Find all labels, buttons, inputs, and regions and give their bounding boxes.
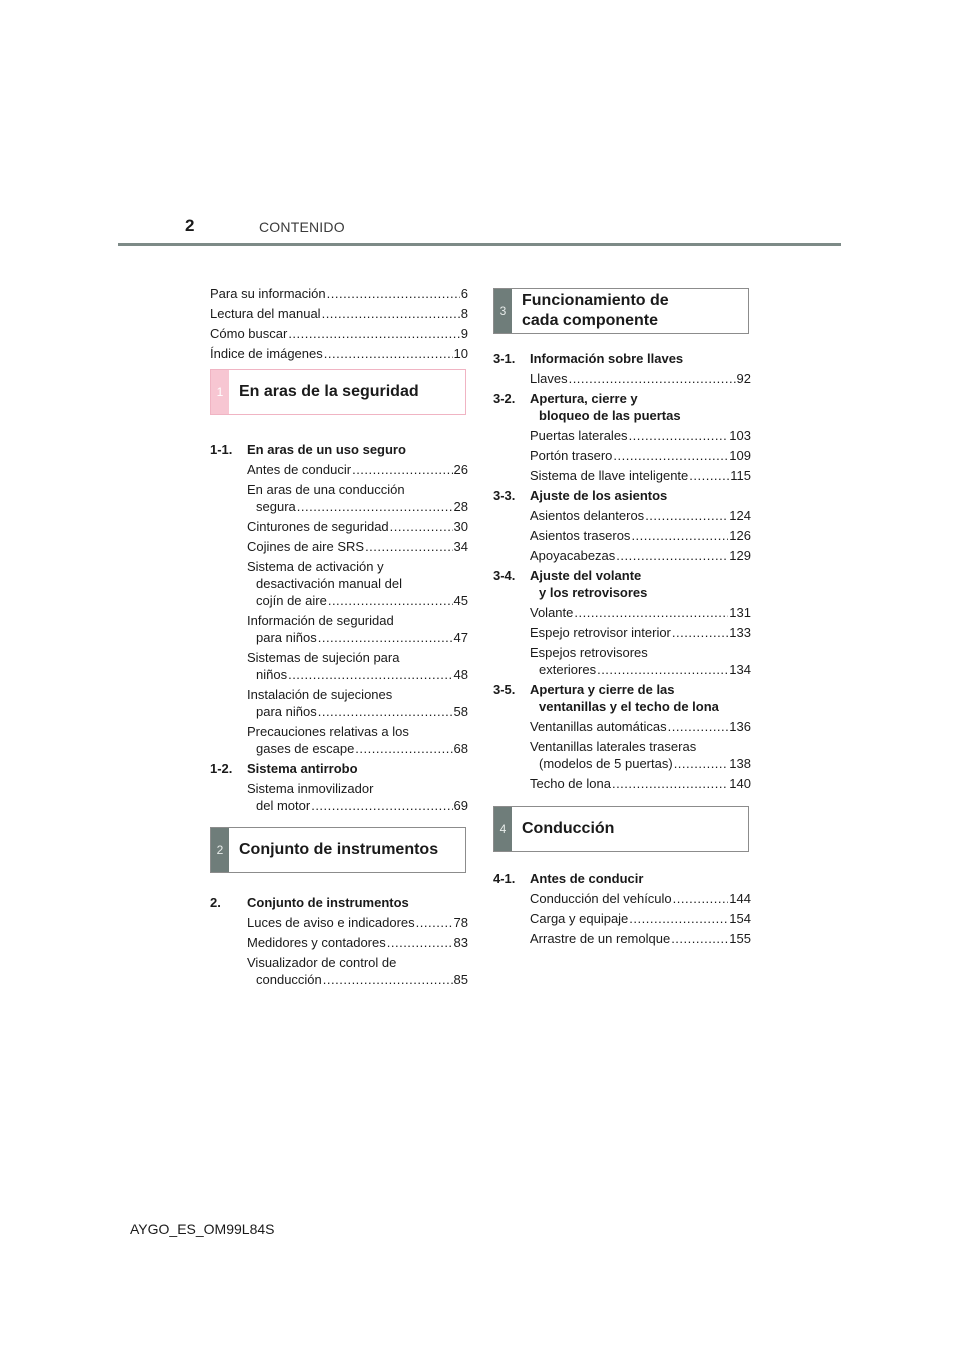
entry-page: 8 [460,306,468,321]
toc-entry[interactable]: Sistema de activación y desactivación manual del cojín de aire ..... 45 [247,558,468,609]
toc-entry[interactable]: Visualizador de control de conducción ..... 85 [247,954,468,988]
toc-entry[interactable]: Portón trasero ..... 109 [530,447,751,464]
toc-entry[interactable]: Cojines de aire SRS ..... 34 [247,538,468,555]
toc-entry[interactable]: En aras de una conducción segura ..... 28 [247,481,468,515]
toc-entry[interactable]: Carga y equipaje ..... 154 [530,910,751,927]
toc-entry[interactable]: Volante ..... 131 [530,604,751,621]
chapter-tab-3[interactable] [493,288,749,334]
toc-entry[interactable]: Apoyacabezas ..... 129 [530,547,751,564]
toc-entry[interactable]: Asientos traseros ..... 126 [530,527,751,544]
toc-left-column [210,285,468,991]
toc-entry[interactable] [210,345,468,362]
chapter-title: Conducción [522,820,615,837]
toc-entry[interactable]: Cinturones de seguridad ..... 30 [247,518,468,535]
chapter-number: 2 [211,828,229,872]
entry-text: Cómo buscar [210,326,288,341]
page-number: 2 [185,216,195,235]
header-rule [118,243,841,246]
entry-text: Para su información [210,286,326,301]
toc-entry[interactable]: Espejo retrovisor interior ..... 133 [530,624,751,641]
chapter-tab-4[interactable] [493,806,749,852]
entry-text: Índice de imágenes [210,346,323,361]
toc-entry[interactable]: Instalación de sujeciones para niños ..... 58 [247,686,468,720]
section-heading: 3-4. Ajuste del volante y los retrovisores [493,568,648,600]
toc-right-column [493,288,751,950]
chapter-tab-2[interactable] [210,827,466,873]
section-heading: 3-2. Apertura, cierre y bloqueo de las puertas [493,391,681,423]
section-heading: 3-5. Apertura y cierre de las ventanillas y el techo de lona [493,682,719,714]
toc-entry[interactable]: Sistema inmovilizador del motor ..... 69 [247,780,468,814]
toc-entry[interactable] [210,285,468,302]
toc-entry[interactable]: Puertas laterales ..... 103 [530,427,751,444]
toc-entry[interactable]: Sistema de llave inteligente ..... 115 [530,467,751,484]
document-code: AYGO_ES_OM99L84S [130,1221,275,1237]
chapter-title: Funcionamiento de cada componente [522,292,669,329]
toc-entry[interactable]: Medidores y contadores ..... 83 [247,934,468,951]
entry-page: 9 [460,326,468,341]
toc-entry[interactable]: Información de seguridad para niños ..... 47 [247,612,468,646]
toc-entry[interactable]: Sistemas de sujeción para niños ..... 48 [247,649,468,683]
entry-text: Lectura del manual [210,306,321,321]
chapter-number: 4 [494,807,512,851]
toc-entry[interactable]: Precauciones relativas a los gases de escape ..... 68 [247,723,468,757]
toc-entry[interactable]: Llaves ..... 92 [530,370,751,387]
toc-entry[interactable]: Arrastre de un remolque ..... 155 [530,930,751,947]
section-heading: 3-3. Ajuste de los asientos [493,488,668,503]
toc-entry[interactable]: Luces de aviso e indicadores ..... 78 [247,914,468,931]
chapter-number: 1 [211,370,229,414]
toc-entry[interactable]: Espejos retrovisores exteriores ..... 134 [530,644,751,678]
section-heading: 3-1. Información sobre llaves [493,351,684,366]
toc-entry[interactable]: Ventanillas laterales traseras (modelos de 5 puertas) ..... 138 [530,738,751,772]
section-heading: 4-1. Antes de conducir [493,871,644,886]
section-heading: 1-1. En aras de un uso seguro [210,442,406,457]
chapter-tab-1[interactable] [210,369,466,415]
toc-entry[interactable] [210,325,468,342]
chapter-title: En aras de la seguridad [239,383,419,400]
chapter-title: Conjunto de instrumentos [239,841,439,858]
toc-entry[interactable]: Ventanillas automáticas ..... 136 [530,718,751,735]
chapter-number: 3 [494,289,512,333]
toc-entry[interactable]: Asientos delanteros ..... 124 [530,507,751,524]
toc-entry[interactable] [210,305,468,322]
toc-entry[interactable]: Antes de conducir ..... 26 [247,461,468,478]
section-heading: 1-2. Sistema antirrobo [210,761,358,776]
entry-page: 6 [460,286,468,301]
toc-entry[interactable]: Techo de lona ..... 140 [530,775,751,792]
entry-page: 10 [453,346,468,361]
header-title: CONTENIDO [259,219,345,235]
section-heading: 2. Conjunto de instrumentos [210,895,409,910]
toc-entry[interactable]: Conducción del vehículo ..... 144 [530,890,751,907]
